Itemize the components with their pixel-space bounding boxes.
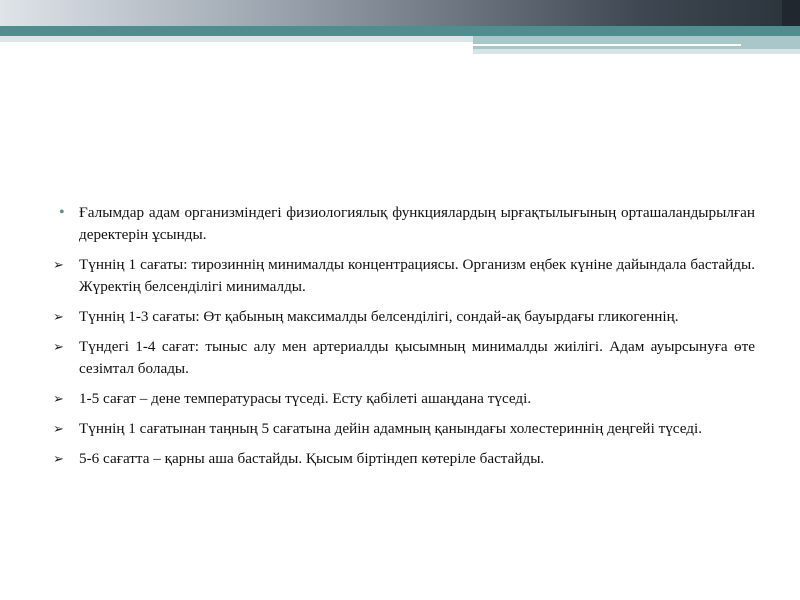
arrow-bullet-icon: ➢	[53, 391, 64, 406]
arrow-bullet-icon: ➢	[53, 451, 64, 466]
slide-content	[55, 202, 755, 478]
header-accent-block	[473, 36, 800, 49]
arrow-bullet-icon: ➢	[53, 339, 64, 354]
header-accent-block-lower	[473, 49, 800, 54]
list-item-text: Түннің 1 сағатынан таңның 5 сағатына дейін адамның қанындағы холестериннің деңгейі түседі.	[79, 420, 703, 437]
header-accent-line	[473, 44, 741, 46]
list-item-6	[55, 448, 755, 470]
list-item-text: 1-5 сағат – дене температурасы түседі. Есту қабілеті ашаңдана түседі.	[79, 390, 532, 407]
arrow-bullet-icon: ➢	[53, 421, 64, 436]
header-dark-bar	[0, 0, 800, 26]
list-item-0	[55, 202, 755, 246]
header-corner-block	[782, 0, 800, 26]
list-item-3	[55, 336, 755, 380]
list-item-text: 5-6 сағатта – қарны аша бастайды. Қысым біртіндеп көтеріле бастайды.	[79, 450, 545, 467]
list-item-1	[55, 254, 755, 298]
list-item-text: Түннің 1-3 сағаты: Өт қабының максималды белсенділігі, сондай-ақ бауырдағы гликогеннің.	[79, 308, 679, 325]
list-item-text: Ғалымдар адам организміндегі физиологиялық функциялардың ырғақтылығының орташаландырылған деректерін ұсынды.	[79, 204, 755, 243]
arrow-bullet-icon: ➢	[53, 257, 64, 272]
list-item-4	[55, 388, 755, 410]
header-teal-stripe	[0, 26, 800, 36]
list-item-text: Түндегі 1-4 сағат: тыныс алу мен артериалды қысымның минималды жиілігі. Адам ауырсынуға өте сезімтал болады.	[79, 338, 755, 377]
list-item-2	[55, 306, 755, 328]
list-item-text: Түннің 1 сағаты: тирозиннің минималды концентрациясы. Организм еңбек күніне дайындала бастайды. Жүректің белсенділігі минималды.	[79, 256, 755, 295]
bullet-dot-icon: •	[59, 204, 65, 221]
arrow-bullet-icon: ➢	[53, 309, 64, 324]
list-item-5	[55, 418, 755, 440]
